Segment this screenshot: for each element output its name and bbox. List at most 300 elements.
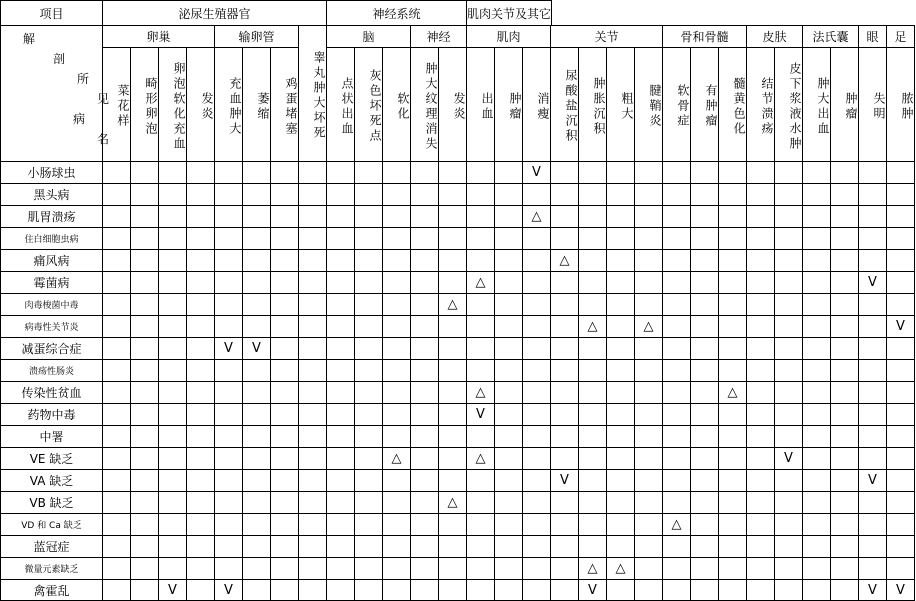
table-cell: [186, 535, 215, 558]
table-cell: [326, 337, 355, 360]
table-cell: [718, 315, 747, 338]
table-cell: [186, 359, 215, 382]
lesion-mark: V: [466, 403, 495, 426]
table-cell: [774, 183, 803, 206]
table-cell: [858, 293, 887, 316]
table-cell: [130, 469, 159, 492]
table-cell: [830, 447, 859, 470]
table-cell: [130, 557, 159, 580]
table-cell: [606, 249, 635, 272]
table-cell: [102, 315, 131, 338]
table-cell: [102, 227, 131, 250]
table-cell: [830, 337, 859, 360]
column-header: 有肿瘤: [690, 47, 719, 162]
table-cell: [634, 557, 663, 580]
table-cell: [102, 557, 131, 580]
table-cell: [634, 337, 663, 360]
table-cell: [578, 249, 607, 272]
table-cell: [438, 205, 467, 228]
table-cell: [354, 227, 383, 250]
lesion-mark: V: [242, 337, 271, 360]
table-cell: [354, 359, 383, 382]
table-cell: [102, 337, 131, 360]
table-cell: [242, 381, 271, 404]
table-cell: [354, 579, 383, 601]
table-cell: [298, 557, 327, 580]
table-cell: [662, 403, 691, 426]
table-cell: [634, 491, 663, 514]
table-cell: [634, 469, 663, 492]
corner-diag-char: 所: [77, 72, 90, 86]
table-cell: [662, 249, 691, 272]
table-cell: [606, 381, 635, 404]
lesion-mark: V: [214, 337, 243, 360]
table-cell: [802, 491, 831, 514]
table-cell: [410, 227, 439, 250]
table-cell: [270, 183, 299, 206]
table-cell: [886, 469, 915, 492]
table-cell: [550, 535, 579, 558]
table-cell: [522, 469, 551, 492]
table-cell: [550, 161, 579, 184]
table-cell: [802, 425, 831, 448]
table-cell: [662, 227, 691, 250]
table-cell: [214, 359, 243, 382]
table-cell: [382, 183, 411, 206]
table-cell: [354, 315, 383, 338]
disease-name: 病毒性关节炎: [0, 315, 103, 338]
table-cell: [494, 491, 523, 514]
table-cell: [606, 491, 635, 514]
table-cell: [886, 425, 915, 448]
table-cell: [270, 359, 299, 382]
table-cell: [550, 359, 579, 382]
table-cell: [634, 183, 663, 206]
table-cell: [522, 359, 551, 382]
table-cell: [802, 337, 831, 360]
table-cell: [354, 513, 383, 536]
table-cell: [606, 315, 635, 338]
table-cell: [886, 359, 915, 382]
table-cell: [382, 271, 411, 294]
table-cell: [102, 513, 131, 536]
table-cell: [606, 205, 635, 228]
table-cell: [130, 249, 159, 272]
table-cell: [270, 205, 299, 228]
table-cell: [354, 557, 383, 580]
table-cell: [242, 403, 271, 426]
table-cell: [130, 359, 159, 382]
table-cell: [382, 535, 411, 558]
column-header: 灰色坏死点: [354, 47, 383, 162]
table-cell: [550, 293, 579, 316]
column-header: 肿大纹理消失: [410, 47, 439, 162]
table-cell: [690, 249, 719, 272]
lesion-mark: △: [578, 557, 607, 580]
table-cell: [326, 535, 355, 558]
table-cell: [214, 425, 243, 448]
table-cell: [410, 337, 439, 360]
column-header: 发炎: [186, 47, 215, 162]
table-cell: [130, 447, 159, 470]
table-cell: [466, 293, 495, 316]
table-cell: [522, 535, 551, 558]
table-cell: [718, 491, 747, 514]
table-cell: [802, 381, 831, 404]
table-cell: [298, 447, 327, 470]
table-cell: [298, 161, 327, 184]
table-cell: [214, 557, 243, 580]
table-cell: [410, 271, 439, 294]
table-cell: [886, 535, 915, 558]
table-cell: [830, 469, 859, 492]
lesion-mark: △: [466, 271, 495, 294]
table-cell: [382, 227, 411, 250]
table-cell: [634, 381, 663, 404]
table-cell: [578, 469, 607, 492]
table-cell: [186, 513, 215, 536]
table-cell: [774, 557, 803, 580]
table-cell: [550, 403, 579, 426]
table-cell: [578, 535, 607, 558]
table-cell: [634, 579, 663, 601]
table-cell: [214, 227, 243, 250]
subgroup-header: 眼: [858, 25, 887, 48]
table-cell: [634, 271, 663, 294]
table-cell: [774, 491, 803, 514]
column-header: 肿瘤: [830, 47, 859, 162]
table-cell: [102, 579, 131, 601]
table-cell: [242, 469, 271, 492]
table-cell: [690, 557, 719, 580]
table-cell: [298, 381, 327, 404]
table-cell: [550, 513, 579, 536]
table-cell: [354, 381, 383, 404]
table-cell: [326, 205, 355, 228]
table-cell: [774, 403, 803, 426]
table-cell: [522, 293, 551, 316]
table-cell: [354, 293, 383, 316]
table-cell: [158, 205, 187, 228]
table-cell: [466, 491, 495, 514]
table-cell: [634, 249, 663, 272]
table-cell: [270, 337, 299, 360]
table-cell: [690, 513, 719, 536]
table-cell: [690, 205, 719, 228]
table-cell: [634, 535, 663, 558]
table-cell: [298, 249, 327, 272]
column-header: 肿胀沉积: [578, 47, 607, 162]
lesion-mark: V: [522, 161, 551, 184]
table-cell: [662, 381, 691, 404]
column-header: 腱鞘炎: [634, 47, 663, 162]
table-cell: [298, 469, 327, 492]
table-cell: [158, 491, 187, 514]
table-cell: [578, 227, 607, 250]
table-cell: [270, 579, 299, 601]
table-cell: [606, 183, 635, 206]
table-cell: [326, 381, 355, 404]
table-cell: [130, 403, 159, 426]
table-cell: [298, 535, 327, 558]
table-cell: [802, 469, 831, 492]
table-cell: [746, 491, 775, 514]
table-cell: [242, 359, 271, 382]
table-cell: [466, 337, 495, 360]
table-cell: [158, 293, 187, 316]
table-cell: [270, 381, 299, 404]
table-cell: [382, 359, 411, 382]
table-cell: [186, 183, 215, 206]
table-cell: [494, 205, 523, 228]
table-cell: [158, 557, 187, 580]
table-cell: [438, 249, 467, 272]
table-cell: [494, 183, 523, 206]
table-cell: [466, 425, 495, 448]
table-cell: [242, 183, 271, 206]
table-cell: [858, 535, 887, 558]
table-cell: [578, 403, 607, 426]
table-cell: [886, 403, 915, 426]
table-cell: [662, 557, 691, 580]
table-cell: [718, 183, 747, 206]
table-cell: [438, 469, 467, 492]
table-cell: [298, 491, 327, 514]
table-cell: [298, 315, 327, 338]
table-cell: [242, 249, 271, 272]
table-cell: [522, 579, 551, 601]
table-cell: [214, 469, 243, 492]
table-cell: [774, 205, 803, 228]
column-header: 软骨症: [662, 47, 691, 162]
table-cell: [270, 161, 299, 184]
table-cell: [298, 227, 327, 250]
table-cell: [214, 315, 243, 338]
table-cell: [326, 227, 355, 250]
table-cell: [662, 161, 691, 184]
table-cell: [606, 337, 635, 360]
table-cell: [746, 381, 775, 404]
table-cell: [354, 249, 383, 272]
table-cell: [466, 205, 495, 228]
table-cell: [522, 315, 551, 338]
table-cell: [102, 359, 131, 382]
table-cell: [214, 535, 243, 558]
table-cell: [550, 579, 579, 601]
table-cell: [130, 315, 159, 338]
table-cell: [718, 293, 747, 316]
table-cell: [886, 271, 915, 294]
table-cell: [410, 447, 439, 470]
table-cell: [494, 425, 523, 448]
table-cell: [690, 447, 719, 470]
table-cell: [858, 557, 887, 580]
table-cell: [354, 183, 383, 206]
table-cell: [438, 513, 467, 536]
table-cell: [830, 513, 859, 536]
table-cell: [690, 381, 719, 404]
table-cell: [354, 469, 383, 492]
table-cell: [494, 403, 523, 426]
table-cell: [494, 447, 523, 470]
table-cell: [662, 315, 691, 338]
table-cell: [774, 425, 803, 448]
table-cell: [130, 535, 159, 558]
table-cell: [830, 161, 859, 184]
table-cell: [326, 183, 355, 206]
table-cell: [466, 469, 495, 492]
table-cell: [410, 249, 439, 272]
table-cell: [186, 447, 215, 470]
table-cell: [606, 447, 635, 470]
disease-name: 药物中毒: [0, 403, 103, 426]
table-cell: [690, 535, 719, 558]
table-cell: [802, 271, 831, 294]
table-cell: [830, 491, 859, 514]
table-cell: [326, 271, 355, 294]
table-cell: [718, 337, 747, 360]
table-cell: [746, 535, 775, 558]
table-cell: [886, 337, 915, 360]
table-cell: [774, 381, 803, 404]
table-cell: [858, 183, 887, 206]
table-cell: [158, 513, 187, 536]
table-cell: [774, 161, 803, 184]
table-cell: [354, 491, 383, 514]
table-cell: [522, 227, 551, 250]
lesion-mark: V: [858, 271, 887, 294]
table-cell: [578, 337, 607, 360]
table-cell: [186, 557, 215, 580]
table-cell: [522, 249, 551, 272]
table-cell: [382, 513, 411, 536]
table-cell: [718, 469, 747, 492]
table-cell: [718, 557, 747, 580]
disease-name: VA 缺乏: [0, 469, 103, 492]
table-cell: [746, 557, 775, 580]
table-cell: [438, 315, 467, 338]
table-cell: [718, 227, 747, 250]
disease-name: 住白细胞虫病: [0, 227, 103, 250]
table-cell: [158, 271, 187, 294]
table-cell: [774, 579, 803, 601]
table-cell: [802, 557, 831, 580]
table-cell: [746, 359, 775, 382]
table-cell: [662, 183, 691, 206]
table-cell: [606, 227, 635, 250]
lesion-mark: △: [550, 249, 579, 272]
table-cell: [186, 491, 215, 514]
table-cell: [858, 161, 887, 184]
table-cell: [746, 161, 775, 184]
table-cell: [746, 271, 775, 294]
table-cell: [550, 271, 579, 294]
lesion-mark: V: [158, 579, 187, 601]
lesion-mark: V: [214, 579, 243, 601]
table-cell: [158, 447, 187, 470]
column-header: 粗大: [606, 47, 635, 162]
table-cell: [746, 469, 775, 492]
table-cell: [578, 205, 607, 228]
table-cell: [578, 293, 607, 316]
table-cell: [858, 359, 887, 382]
table-cell: [802, 161, 831, 184]
table-cell: [522, 557, 551, 580]
table-cell: [886, 557, 915, 580]
table-cell: [186, 271, 215, 294]
table-cell: [578, 491, 607, 514]
column-header: 肿大出血: [802, 47, 831, 162]
table-cell: [382, 249, 411, 272]
table-cell: [158, 183, 187, 206]
group-header: 神经系统: [326, 0, 467, 26]
table-cell: [466, 249, 495, 272]
table-cell: [102, 469, 131, 492]
table-cell: [214, 381, 243, 404]
table-cell: [242, 227, 271, 250]
table-cell: [102, 161, 131, 184]
lesion-mark: △: [382, 447, 411, 470]
table-cell: [130, 205, 159, 228]
disease-name: 禽霍乱: [0, 579, 103, 601]
table-cell: [634, 425, 663, 448]
table-cell: [102, 425, 131, 448]
column-header: 睾丸肿大坏死: [298, 25, 327, 162]
table-cell: [326, 447, 355, 470]
table-cell: [858, 337, 887, 360]
table-cell: [690, 359, 719, 382]
table-cell: [830, 403, 859, 426]
table-cell: [522, 337, 551, 360]
disease-name: 小肠球虫: [0, 161, 103, 184]
table-cell: [690, 161, 719, 184]
table-cell: [410, 293, 439, 316]
table-cell: [718, 579, 747, 601]
table-cell: [886, 183, 915, 206]
table-cell: [578, 425, 607, 448]
table-cell: [494, 315, 523, 338]
lesion-mark: V: [886, 579, 915, 601]
table-cell: [858, 315, 887, 338]
table-cell: [830, 579, 859, 601]
table-cell: [522, 271, 551, 294]
table-cell: [634, 293, 663, 316]
table-cell: [718, 403, 747, 426]
table-cell: [494, 557, 523, 580]
table-cell: [466, 513, 495, 536]
table-cell: [830, 557, 859, 580]
table-cell: [214, 403, 243, 426]
group-header: 肌肉关节及其它: [466, 0, 552, 26]
table-cell: [606, 425, 635, 448]
table-cell: [438, 425, 467, 448]
corner-diag-char: 解: [23, 32, 36, 46]
table-cell: [858, 249, 887, 272]
table-cell: [550, 425, 579, 448]
table-cell: [746, 403, 775, 426]
subgroup-header: 足: [886, 25, 915, 48]
table-cell: [830, 425, 859, 448]
lesion-mark: △: [522, 205, 551, 228]
table-cell: [550, 557, 579, 580]
table-cell: [214, 249, 243, 272]
table-cell: [662, 579, 691, 601]
table-cell: [802, 447, 831, 470]
table-cell: [522, 513, 551, 536]
table-cell: [662, 535, 691, 558]
table-cell: [410, 403, 439, 426]
table-cell: [382, 293, 411, 316]
